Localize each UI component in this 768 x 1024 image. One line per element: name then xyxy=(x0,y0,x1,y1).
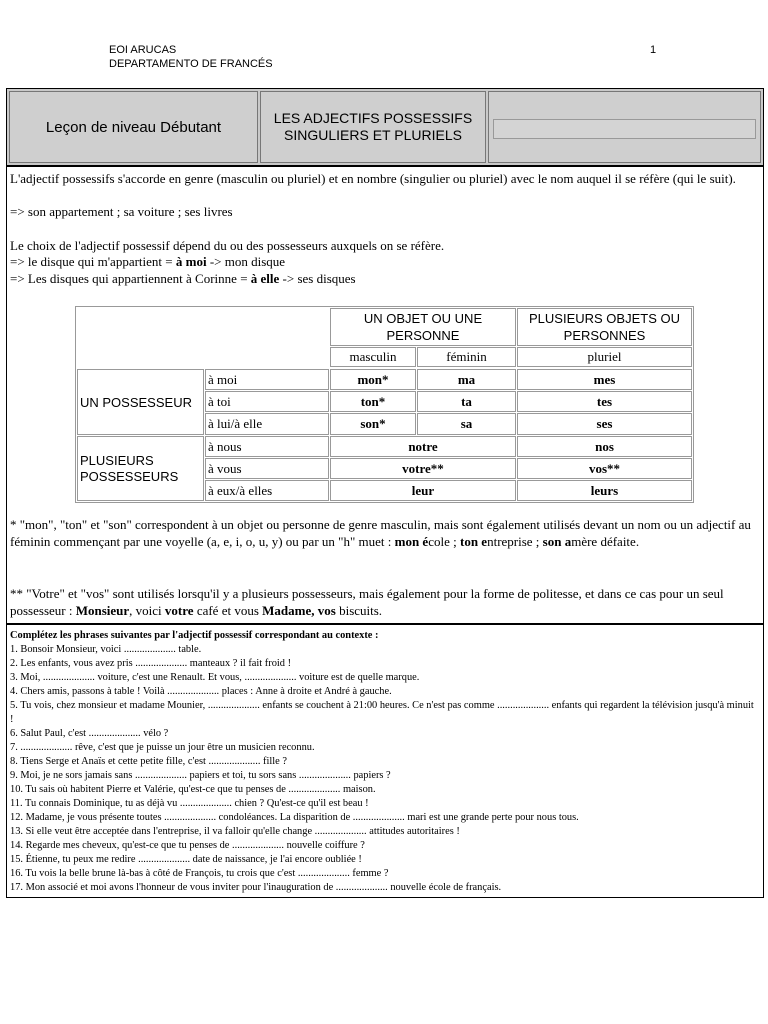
header-pluriel: pluriel xyxy=(517,347,692,367)
header-masculin: masculin xyxy=(330,347,416,367)
exercise-item: 6. Salut Paul, c'est .................... vélo ? xyxy=(10,728,169,739)
cell-fem: ta xyxy=(417,391,516,412)
cell-fem: sa xyxy=(417,413,516,435)
lesson-topic: LES ADJECTIFS POSSESSIFS SINGULIERS ET PLURIELS xyxy=(260,91,486,163)
school-name: EOI ARUCAS xyxy=(109,44,177,56)
cell-plur: ses xyxy=(517,413,692,435)
intro-example: => son appartement ; sa voiture ; ses livres xyxy=(10,204,233,219)
text-run: mère défaite. xyxy=(571,533,640,549)
exercise-item: 16. Tu vois la belle brune là-bas à côté de François, tu crois que c'est .................... femme ? xyxy=(10,868,389,879)
page-number: 1 xyxy=(650,44,657,56)
text-run: cole ; xyxy=(428,533,460,549)
intro-paragraph: L'adjectif possessifs s'accorde en genre (masculin ou pluriel) et en nombre (singulier ou pluriel) avec le nom auquel il se réfère (qui le suit). xyxy=(10,171,736,186)
cell-masc: ton* xyxy=(330,391,416,412)
header-feminin: féminin xyxy=(417,347,516,367)
exercise-item: 15. Étienne, tu peux me redire .................... date de naissance, je l'ai encore oubliée ! xyxy=(10,854,362,865)
text-run: biscuits. xyxy=(335,602,383,618)
group-many-possessors: PLUSIEURS POSSESSEURS xyxy=(77,436,204,501)
exercise-item: 11. Tu connais Dominique, tu as déjà vu .................... chien ? Qu'est-ce qu'il est beau ! xyxy=(10,798,369,809)
text-run: , voici xyxy=(129,602,165,618)
possessive-table xyxy=(75,306,694,503)
title-empty-cell xyxy=(488,91,761,163)
exercise-item: 8. Tiens Serge et Anaïs et cette petite fille, c'est .................... fille ? xyxy=(10,756,287,767)
emphasis: mon é xyxy=(394,533,429,549)
cell-masc: son* xyxy=(330,413,416,435)
row-who: à toi xyxy=(205,391,329,412)
text-run: => le disque qui m'appartient = xyxy=(10,254,176,269)
row-who: à lui/à elle xyxy=(205,413,329,435)
exercise-item: 2. Les enfants, vous avez pris .................... manteaux ? il fait froid ! xyxy=(10,658,292,669)
header-many-objects: PLUSIEURS OBJETS OU PERSONNES xyxy=(517,308,692,346)
cell-masc: mon* xyxy=(330,369,416,390)
page-header xyxy=(109,43,273,71)
emphasis: ton e xyxy=(459,533,488,549)
emphasis: Monsieur xyxy=(75,602,130,618)
exercise-item: 1. Bonsoir Monsieur, voici .................... table. xyxy=(10,644,202,655)
cell-plur: vos** xyxy=(517,458,692,479)
text-run: -> mon disque xyxy=(206,254,286,269)
text-run: => Les disques qui appartiennent à Corinne = xyxy=(10,271,251,286)
row-who: à eux/à elles xyxy=(205,480,329,501)
emphasis: à elle xyxy=(250,271,280,286)
exercise-box xyxy=(6,624,764,898)
choice-example-1 xyxy=(10,254,759,271)
exercise-instruction: Complétez les phrases suivantes par l'adjectif possessif correspondant au contexte : xyxy=(10,630,379,641)
text-run: -> ses disques xyxy=(279,271,356,286)
exercise-item: 13. Si elle veut être acceptée dans l'entreprise, il va falloir qu'elle change .................... attitudes autoritaires ! xyxy=(10,826,460,837)
choice-paragraph: Le choix de l'adjectif possessif dépend du ou des possesseurs auxquels on se réfère. xyxy=(10,238,445,253)
exercise-item: 10. Tu sais où habitent Pierre et Valérie, qu'est-ce que tu penses de .................... maison. xyxy=(10,784,376,795)
emphasis: votre xyxy=(164,602,194,618)
row-who: à vous xyxy=(205,458,329,479)
cell-sing: notre xyxy=(330,436,516,457)
choice-example-2 xyxy=(10,271,759,288)
title-bar xyxy=(6,88,764,166)
emphasis: à moi xyxy=(175,254,207,269)
group-one-possessor: UN POSSESSEUR xyxy=(77,369,204,435)
exercise-item: 4. Chers amis, passons à table ! Voilà .................... places : Anne à droite et André à gauche. xyxy=(10,686,392,697)
exercise-item: 3. Moi, .................... voiture, c'est une Renault. Et vous, .................... voiture est de quelle marque. xyxy=(10,672,420,683)
cell-sing: leur xyxy=(330,480,516,501)
cell-fem: ma xyxy=(417,369,516,390)
empty-field xyxy=(493,119,756,139)
row-who: à nous xyxy=(205,436,329,457)
text-run: ntreprise ; xyxy=(487,533,543,549)
department-name: DEPARTAMENTO DE FRANCÉS xyxy=(109,58,273,70)
emphasis: Madame, vos xyxy=(262,602,336,618)
exercise-item: 12. Madame, je vous présente toutes .................... condoléances. La disparition de .................... mari est une grande perte pour nous tous. xyxy=(10,812,579,823)
cell-sing: votre** xyxy=(330,458,516,479)
row-who: à moi xyxy=(205,369,329,390)
note-1 xyxy=(10,517,759,550)
exercise-item: 5. Tu vois, chez monsieur et madame Mounier, .................... enfants se couchent à 21:00 heures. Ce n'est pas comme .................... enfants qui regardent la télévision jusqu'à minuit ! xyxy=(10,700,754,725)
header-one-object: UN OBJET OU UNE PERSONNE xyxy=(330,308,516,346)
text-run: café et vous xyxy=(193,602,263,618)
text-run: ** "Votre" et "vos" sont utilisés lorsqu'il y a plusieurs possesseurs, mais également pour la forme de politesse, et dans ce cas pour un seul possesseur : xyxy=(10,586,724,618)
exercise-item: 17. Mon associé et moi avons l'honneur de vous inviter pour l'inauguration de .................... nouvelle école de français. xyxy=(10,882,502,893)
exercise-item: 14. Regarde mes cheveux, qu'est-ce que tu penses de .................... nouvelle coiffure ? xyxy=(10,840,365,851)
exercise-item: 9. Moi, je ne sors jamais sans .................... papiers et toi, tu sors sans .................... papiers ? xyxy=(10,770,391,781)
cell-plur: tes xyxy=(517,391,692,412)
note-2 xyxy=(10,586,759,619)
lesson-level: Leçon de niveau Débutant xyxy=(9,91,258,163)
cell-plur: nos xyxy=(517,436,692,457)
text-run: * "mon", "ton" et "son" correspondent à un objet ou personne de genre masculin, mais sont également utilisés devant un nom ou un adjectif au féminin commençant par une voyelle (a, e, i, o, u, y) ou par un "h" muet : xyxy=(10,517,751,549)
emphasis: son a xyxy=(542,533,572,549)
cell-plur: mes xyxy=(517,369,692,390)
exercise-item: 7. .................... rêve, c'est que je puisse un jour être un musicien reconnu. xyxy=(10,742,315,753)
cell-plur: leurs xyxy=(517,480,692,501)
